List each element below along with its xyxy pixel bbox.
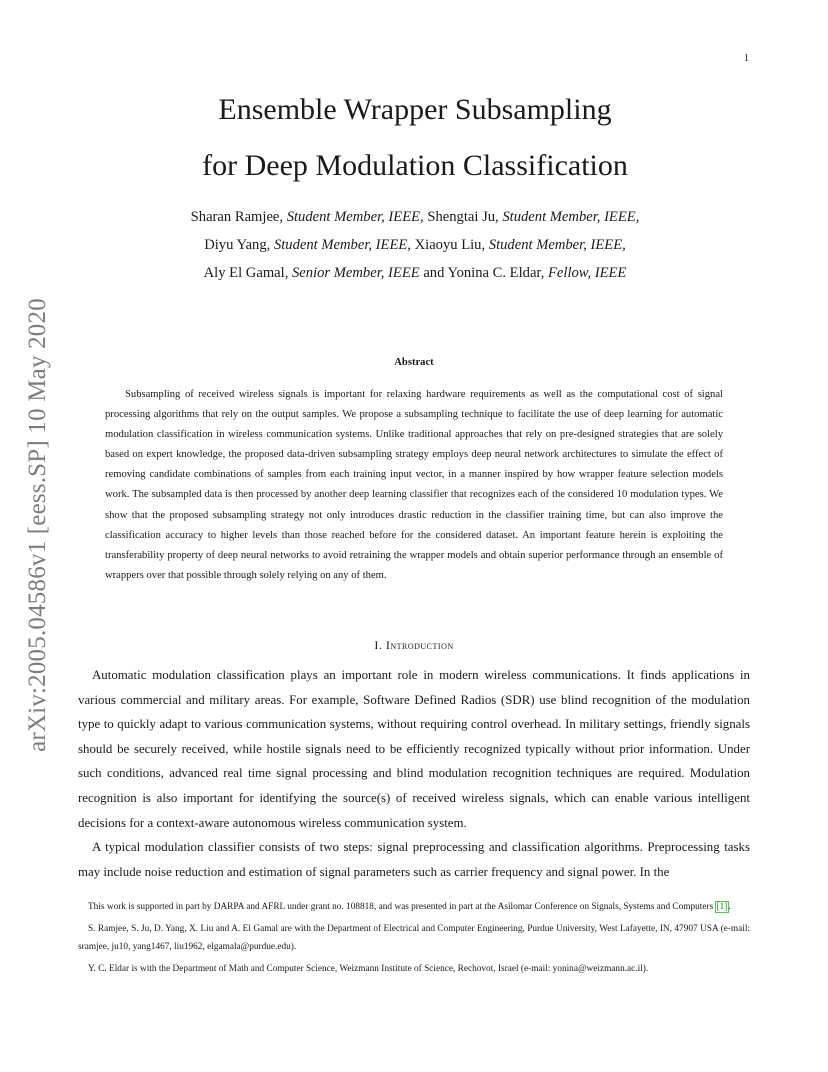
author-name: Sharan Ramjee,: [190, 209, 287, 225]
author-list: [80, 203, 750, 287]
title-line-2: for Deep Modulation Classification: [202, 149, 628, 182]
author-membership: Fellow, IEEE: [548, 265, 627, 281]
footnote-text: .: [728, 902, 731, 912]
arxiv-identifier-stamp: arXiv:2005.04586v1 [eess.SP] 10 May 2020: [24, 298, 51, 752]
body-paragraph: Automatic modulation classification plays an important role in modern wireless communications. It finds applications in various commercial and military areas. For example, Software Defined Radios (SDR) use blind recognition of the modulation type to quickly adapt to various communication systems, without requiring control overhead. In military settings, friendly signals should be securely received, while hostile signals need to be efficiently recognized typically without prior information. Under such conditions, advanced real time signal processing and blind modulation recognition techniques are required. Modulation recognition is also important for identifying the source(s) of received wireless signals, which can enable various intelligent decisions for a context-aware autonomous wireless communication system.: [78, 668, 750, 830]
page-number: 1: [744, 53, 749, 64]
author-name: , Shengtai Ju,: [420, 209, 503, 225]
section-heading: [0, 638, 828, 653]
author-name: and Yonina C. Eldar,: [419, 265, 548, 281]
footnote-text: This work is supported in part by DARPA and AFRL under grant no. 108818, and was presented in part at the Asilomar Conference on Signals, Systems and Computers: [88, 902, 716, 912]
author-membership: Student Member, IEEE: [502, 209, 636, 225]
author-membership: Student Member, IEEE: [488, 237, 623, 253]
author-membership: Student Member, IEEE: [273, 237, 408, 253]
author-name: Diyu Yang,: [204, 237, 274, 253]
abstract-paragraph: Subsampling of received wireless signals is important for relaxing hardware requirements as well as the computational cost of signal processing algorithms that rely on the output samples. We propose a subsampling technique to facilitate the use of deep learning for automatic modulation classification in wireless communication systems. Unlike traditional approaches that rely on pre-designed strategies that are solely based on expert knowledge, the proposed data-driven subsampling strategy employs deep neural network architectures to simulate the effect of removing candidate combinations of samples from each training input vector, in a manner inspired by how wrapper feature selection models work. The subsampled data is then processed by another deep learning classifier that recognizes each of the considered 10 modulation types. We show that the proposed subsampling strategy not only introduces drastic reduction in the classifier training time, but can also improve the classification accuracy to higher levels than those reached before for the considered dataset. An important feature herein is exploiting the transferability property of deep neural networks to avoid retraining the wrapper models and obtain superior performance through an ensemble of wrappers over that possible through solely relying on any of them.: [105, 389, 723, 581]
introduction-body: [78, 663, 750, 884]
author-separator: ,: [635, 209, 640, 225]
author-membership: Student Member, IEEE: [286, 209, 421, 225]
author-line-1: [80, 203, 750, 231]
author-separator: ,: [622, 237, 626, 253]
section-heading-text: I. Introduction: [374, 638, 454, 652]
paper-title: [80, 82, 750, 194]
footnote-affiliation-weizmann: Y. C. Eldar is with the Department of Math and Computer Science, Weizmann Institute of Science, Rechovot, Israel (e-mail: yonina@weizmann.ac.il).: [88, 964, 649, 974]
author-line-3: [80, 259, 750, 287]
footnotes: [78, 898, 750, 982]
body-paragraph: A typical modulation classifier consists of two steps: signal preprocessing and classification algorithms. Preprocessing tasks may include noise reduction and estimation of signal parameters such as carrier frequency and signal power. In the: [78, 840, 750, 879]
author-name: , Xiaoyu Liu,: [407, 237, 489, 253]
abstract-body: [105, 385, 723, 586]
author-name: Aly El Gamal,: [203, 265, 292, 281]
author-line-2: [80, 231, 750, 259]
citation-link[interactable]: [1]: [716, 902, 728, 912]
abstract-heading: Abstract: [394, 357, 434, 368]
title-line-1: Ensemble Wrapper Subsampling: [218, 93, 612, 126]
footnote-funding: [78, 898, 750, 916]
footnote-affiliation-purdue: S. Ramjee, S. Ju, D. Yang, X. Liu and A. El Gamal are with the Department of Electrical and Computer Engineering, Purdue University, West Lafayette, IN, 47907 USA (e-mail: sramjee, ju10, yang1467, liu1962, elgamala@purdue.edu).: [78, 924, 750, 952]
author-membership: Senior Member, IEEE: [292, 265, 420, 281]
